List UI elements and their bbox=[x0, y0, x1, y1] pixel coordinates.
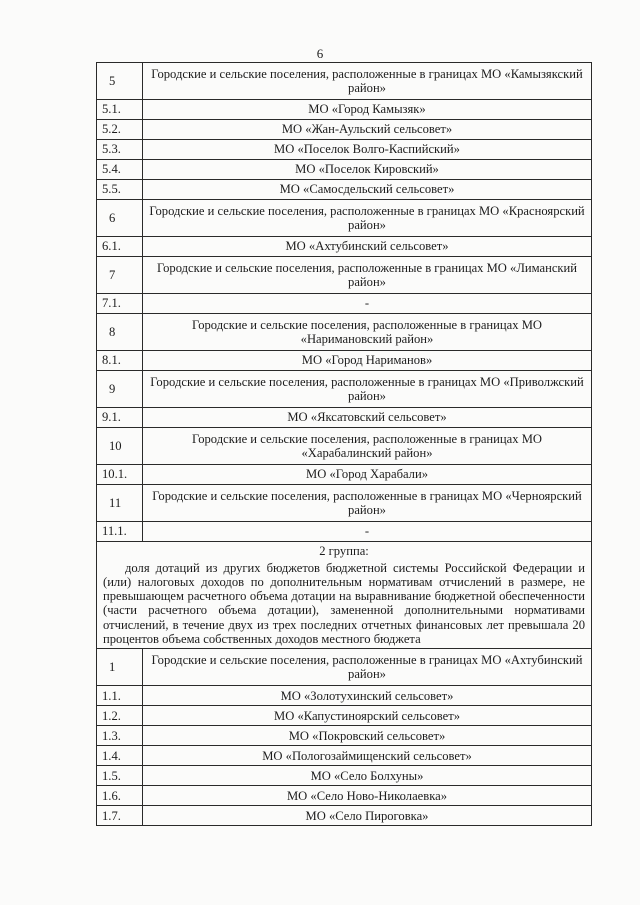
table-row bbox=[97, 63, 592, 100]
row-number: 1.4. bbox=[97, 746, 143, 766]
row-name: Городские и сельские поселения, расположенные в границах МО «Наримановский район» bbox=[143, 314, 592, 351]
row-number: 6.1. bbox=[97, 237, 143, 257]
table-row bbox=[97, 200, 592, 237]
row-number: 8 bbox=[97, 314, 143, 351]
group2-description: доля дотаций из других бюджетов бюджетной системы Российской Федерации и (или) налоговых доходов по дополнительным нормативам отчислений в размере, не превышающем расчетного объема дотации на выравнивание бюджетной обеспеченности (части расчетного объема дотации), замененной дополнительными нормативами отчислений, в течение двух из трех последних отчетных финансовых лет превышала 20 процентов объема собственных доходов местного бюджета bbox=[103, 560, 585, 646]
row-number: 10 bbox=[97, 428, 143, 465]
row-number: 5.4. bbox=[97, 160, 143, 180]
row-number: 1.7. bbox=[97, 806, 143, 826]
page-number: 6 bbox=[316, 46, 324, 61]
group2-title: 2 группа: bbox=[319, 544, 369, 558]
row-number: 8.1. bbox=[97, 351, 143, 371]
group2-block bbox=[97, 542, 592, 649]
group1-rows bbox=[97, 63, 592, 542]
table-row bbox=[97, 465, 592, 485]
row-name: МО «Поселок Кировский» bbox=[143, 160, 592, 180]
table-row bbox=[97, 100, 592, 120]
table-row bbox=[97, 428, 592, 465]
row-name: МО «Село Ново-Николаевка» bbox=[143, 786, 592, 806]
table-row bbox=[97, 806, 592, 826]
row-name: МО «Ахтубинский сельсовет» bbox=[143, 237, 592, 257]
row-name: Городские и сельские поселения, расположенные в границах МО «Ахтубинский район» bbox=[143, 649, 592, 686]
row-number: 5.1. bbox=[97, 100, 143, 120]
row-number: 1.3. bbox=[97, 726, 143, 746]
row-name: МО «Покровский сельсовет» bbox=[143, 726, 592, 746]
row-name: Городские и сельские поселения, расположенные в границах МО «Красноярский район» bbox=[143, 200, 592, 237]
row-number: 6 bbox=[97, 200, 143, 237]
table-row bbox=[97, 408, 592, 428]
row-name: МО «Город Нариманов» bbox=[143, 351, 592, 371]
table-row bbox=[97, 522, 592, 542]
row-name: МО «Село Пироговка» bbox=[143, 806, 592, 826]
row-number: 1.2. bbox=[97, 706, 143, 726]
row-name: МО «Город Харабали» bbox=[143, 465, 592, 485]
row-number: 7 bbox=[97, 257, 143, 294]
table-row bbox=[97, 180, 592, 200]
row-number: 5 bbox=[97, 63, 143, 100]
table-row bbox=[97, 257, 592, 294]
table-row bbox=[97, 371, 592, 408]
row-number: 5.3. bbox=[97, 140, 143, 160]
table-row bbox=[97, 485, 592, 522]
row-name: МО «Яксатовский сельсовет» bbox=[143, 408, 592, 428]
table-row bbox=[97, 351, 592, 371]
row-name: Городские и сельские поселения, расположенные в границах МО «Лиманский район» bbox=[143, 257, 592, 294]
row-name: МО «Капустиноярский сельсовет» bbox=[143, 706, 592, 726]
table-row bbox=[97, 140, 592, 160]
row-name: МО «Самосдельский сельсовет» bbox=[143, 180, 592, 200]
row-name: Городские и сельские поселения, расположенные в границах МО «Харабалинский район» bbox=[143, 428, 592, 465]
table-row bbox=[97, 766, 592, 786]
row-number: 11.1. bbox=[97, 522, 143, 542]
table-row bbox=[97, 706, 592, 726]
row-name: МО «Жан-Аульский сельсовет» bbox=[143, 120, 592, 140]
table-row bbox=[97, 160, 592, 180]
row-name: - bbox=[143, 522, 592, 542]
row-name: МО «Золотухинский сельсовет» bbox=[143, 686, 592, 706]
table-row bbox=[97, 120, 592, 140]
table-row bbox=[97, 294, 592, 314]
table-row bbox=[97, 726, 592, 746]
table-row bbox=[97, 686, 592, 706]
row-name: Городские и сельские поселения, расположенные в границах МО «Камызякский район» bbox=[143, 63, 592, 100]
row-name: - bbox=[143, 294, 592, 314]
row-name: Городские и сельские поселения, расположенные в границах МО «Черноярский район» bbox=[143, 485, 592, 522]
table-row bbox=[97, 314, 592, 351]
table-row bbox=[97, 649, 592, 686]
row-name: МО «Город Камызяк» bbox=[143, 100, 592, 120]
row-number: 5.5. bbox=[97, 180, 143, 200]
table-row bbox=[97, 786, 592, 806]
group2-header bbox=[97, 542, 592, 649]
row-number: 5.2. bbox=[97, 120, 143, 140]
row-number: 1 bbox=[97, 649, 143, 686]
municipalities-table bbox=[96, 62, 592, 826]
table-row bbox=[97, 746, 592, 766]
row-name: МО «Поселок Волго-Каспийский» bbox=[143, 140, 592, 160]
row-number: 10.1. bbox=[97, 465, 143, 485]
row-number: 1.5. bbox=[97, 766, 143, 786]
row-number: 11 bbox=[97, 485, 143, 522]
row-number: 1.1. bbox=[97, 686, 143, 706]
group2-rows bbox=[97, 649, 592, 826]
table-row bbox=[97, 237, 592, 257]
row-name: Городские и сельские поселения, расположенные в границах МО «Приволжский район» bbox=[143, 371, 592, 408]
row-number: 1.6. bbox=[97, 786, 143, 806]
row-number: 9 bbox=[97, 371, 143, 408]
row-name: МО «Пологозаймищенский сельсовет» bbox=[143, 746, 592, 766]
row-number: 9.1. bbox=[97, 408, 143, 428]
row-number: 7.1. bbox=[97, 294, 143, 314]
row-name: МО «Село Болхуны» bbox=[143, 766, 592, 786]
